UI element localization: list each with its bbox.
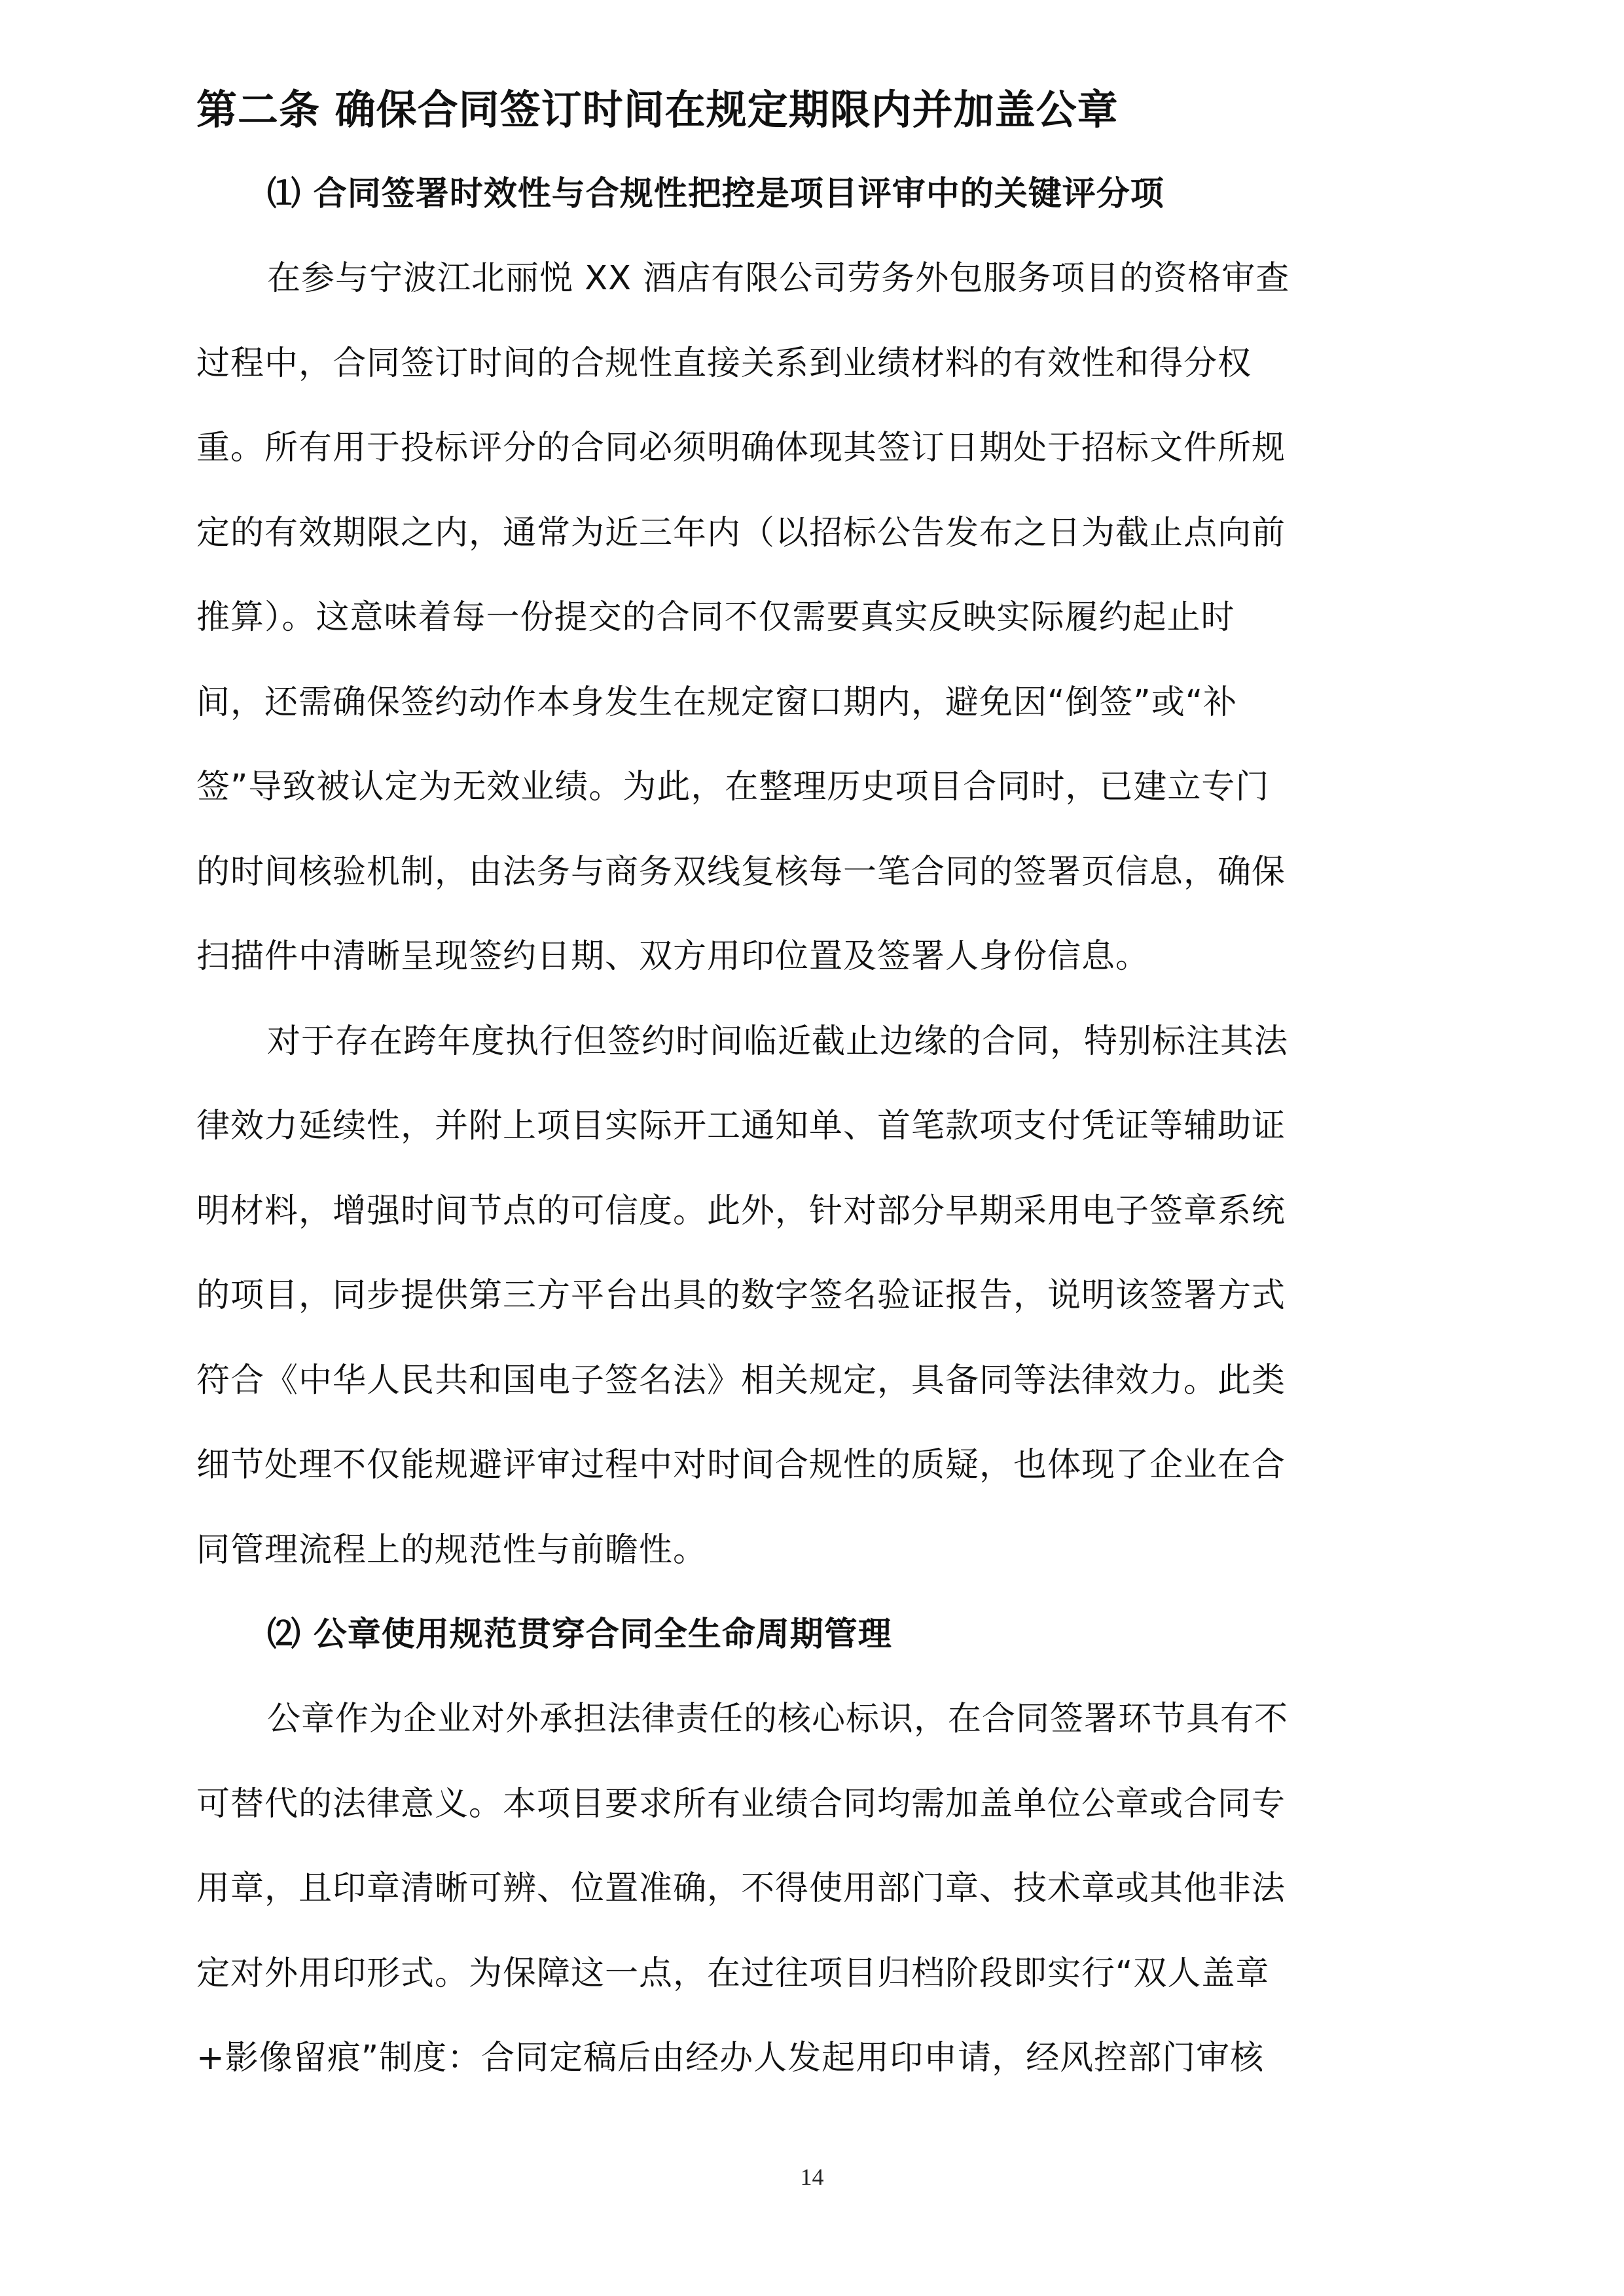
text-line: 公章作为企业对外承担法律责任的核心标识，在合同签署环节具有不 xyxy=(267,1700,1289,1738)
paragraph-3 xyxy=(196,1677,1427,2101)
text-line: 在参与宁波江北丽悦 XX 酒店有限公司劳务外包服务项目的资格审查 xyxy=(267,259,1290,298)
subsection-heading-1: ⑴ 合同签署时效性与合规性把控是项目评审中的关键评分项 xyxy=(267,175,1164,213)
text-line: 重。所有用于投标评分的合同必须明确体现其签订日期处于招标文件所规 xyxy=(196,429,1286,467)
text-line: 符合《中华人民共和国电子签名法》相关规定，具备同等法律效力。此类 xyxy=(196,1361,1286,1400)
page-content xyxy=(196,77,1427,2101)
text-line: 的项目，同步提供第三方平台出具的数字签名验证报告，说明该签署方式 xyxy=(196,1276,1286,1315)
text-line: 律效力延续性，并附上项目实际开工通知单、首笔款项支付凭证等辅助证 xyxy=(196,1107,1286,1145)
text-line: 用章，且印章清晰可辨、位置准确，不得使用部门章、技术章或其他非法 xyxy=(196,1869,1286,1908)
text-line: 过程中，合同签订时间的合规性直接关系到业绩材料的有效性和得分权 xyxy=(196,344,1252,383)
text-line: 的时间核验机制，由法务与商务双线复核每一笔合同的签署页信息，确保 xyxy=(196,852,1286,891)
text-line: 签”导致被认定为无效业绩。为此，在整理历史项目合同时，已建立专门 xyxy=(196,768,1270,806)
paragraph-2 xyxy=(196,999,1427,1593)
text-line: 定对外用印形式。为保障这一点，在过往项目归档阶段即实行“双人盖章 xyxy=(196,1954,1270,1993)
text-line: 明材料，增强时间节点的可信度。此外，针对部分早期采用电子签章系统 xyxy=(196,1191,1286,1230)
page-number: 14 xyxy=(800,2164,824,2190)
text-line: +影像留痕”制度：合同定稿后由经办人发起用印申请，经风控部门审核 xyxy=(196,2039,1265,2077)
text-line: 定的有效期限之内，通常为近三年内（以招标公告发布之日为截止点向前 xyxy=(196,513,1286,552)
section-title: 第二条 确保合同签订时间在规定期限内并加盖公章 xyxy=(196,86,1119,134)
text-line: 扫描件中清晰呈现签约日期、双方用印位置及签署人身份信息。 xyxy=(196,937,1150,976)
text-line: 可替代的法律意义。本项目要求所有业绩合同均需加盖单位公章或合同专 xyxy=(196,1784,1286,1823)
text-line: 细节处理不仅能规避评审过程中对时间合规性的质疑，也体现了企业在合 xyxy=(196,1446,1286,1484)
text-line: 间，还需确保签约动作本身发生在规定窗口期内，避免因“倒签”或“补 xyxy=(196,683,1238,722)
text-line: 同管理流程上的规范性与前瞻性。 xyxy=(196,1530,708,1570)
subsection-heading-2: ⑵ 公章使用规范贯穿合同全生命周期管理 xyxy=(267,1615,892,1654)
paragraph-1 xyxy=(196,236,1427,999)
text-line: 对于存在跨年度执行但签约时间临近截止边缘的合同，特别标注其法 xyxy=(267,1022,1289,1061)
text-line: 推算）。这意味着每一份提交的合同不仅需要真实反映实际履约起止时 xyxy=(196,598,1235,637)
